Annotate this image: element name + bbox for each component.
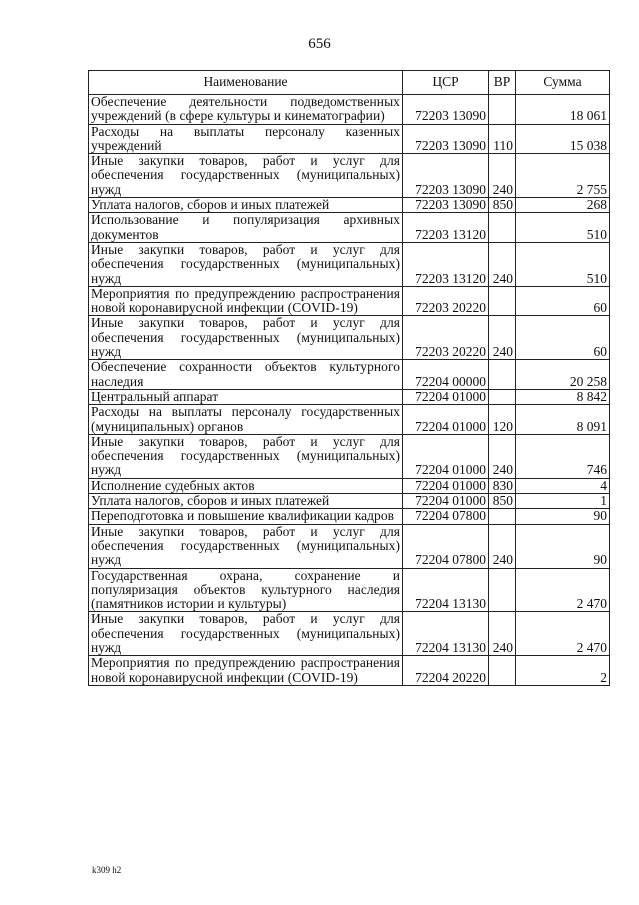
table-row [89, 656, 610, 686]
cell-vr [489, 95, 516, 125]
cell-vr [489, 286, 516, 316]
cell-vr: 240 [489, 316, 516, 360]
cell-csr: 72203 13090 [403, 95, 489, 125]
cell-sum: 510 [516, 213, 610, 243]
cell-name: Центральный аппарат [89, 389, 403, 404]
cell-vr [489, 389, 516, 404]
budget-table [88, 70, 610, 686]
cell-csr: 72204 01000 [403, 494, 489, 509]
cell-sum: 2 470 [516, 568, 610, 612]
cell-sum: 268 [516, 198, 610, 213]
cell-vr: 850 [489, 494, 516, 509]
header-name: Наименование [89, 71, 403, 95]
cell-csr: 72204 20220 [403, 656, 489, 686]
cell-name: Исполнение судебных актов [89, 478, 403, 493]
cell-sum: 15 038 [516, 124, 610, 154]
cell-csr: 72203 13120 [403, 213, 489, 243]
cell-sum: 2 470 [516, 612, 610, 656]
cell-vr: 120 [489, 405, 516, 435]
table-row [89, 568, 610, 612]
cell-vr [489, 213, 516, 243]
cell-vr [489, 360, 516, 390]
cell-vr: 240 [489, 242, 516, 286]
cell-sum: 746 [516, 434, 610, 478]
cell-sum: 60 [516, 316, 610, 360]
table-row [89, 154, 610, 198]
cell-sum: 8 091 [516, 405, 610, 435]
cell-sum: 510 [516, 242, 610, 286]
footer-code: k309 h2 [92, 865, 122, 875]
cell-name: Уплата налогов, сборов и иных платежей [89, 494, 403, 509]
table-row [89, 213, 610, 243]
cell-csr: 72204 13130 [403, 612, 489, 656]
table-row [89, 612, 610, 656]
cell-name: Мероприятия по предупреждению распространения новой коронавирусной инфекции (COVID-19) [89, 656, 403, 686]
table-row [89, 434, 610, 478]
cell-name: Расходы на выплаты персоналу казенных учреждений [89, 124, 403, 154]
cell-csr: 72203 20220 [403, 316, 489, 360]
cell-vr: 240 [489, 154, 516, 198]
cell-name: Использование и популяризация архивных документов [89, 213, 403, 243]
table-row [89, 286, 610, 316]
cell-csr: 72204 01000 [403, 478, 489, 493]
cell-sum: 8 842 [516, 389, 610, 404]
header-csr: ЦСР [403, 71, 489, 95]
header-sum: Сумма [516, 71, 610, 95]
cell-name: Иные закупки товаров, работ и услуг для обеспечения государственных (муниципальных) нужд [89, 612, 403, 656]
cell-csr: 72203 13090 [403, 124, 489, 154]
cell-csr: 72204 01000 [403, 405, 489, 435]
cell-name: Иные закупки товаров, работ и услуг для обеспечения государственных (муниципальных) нужд [89, 316, 403, 360]
table-body [89, 95, 610, 686]
cell-name: Переподготовка и повышение квалификации кадров [89, 509, 403, 524]
cell-name: Иные закупки товаров, работ и услуг для обеспечения государственных (муниципальных) нужд [89, 524, 403, 568]
table-row [89, 478, 610, 493]
table-row [89, 124, 610, 154]
table-row [89, 242, 610, 286]
cell-sum: 2 [516, 656, 610, 686]
table-row [89, 316, 610, 360]
cell-csr: 72203 13090 [403, 154, 489, 198]
table-row [89, 360, 610, 390]
table-row [89, 198, 610, 213]
cell-name: Иные закупки товаров, работ и услуг для обеспечения государственных (муниципальных) нужд [89, 154, 403, 198]
cell-csr: 72203 13120 [403, 242, 489, 286]
cell-name: Обеспечение деятельности подведомственных учреждений (в сфере культуры и кинематографии) [89, 95, 403, 125]
cell-csr: 72204 07800 [403, 509, 489, 524]
page-number: 656 [308, 36, 331, 52]
cell-sum: 20 258 [516, 360, 610, 390]
cell-name: Иные закупки товаров, работ и услуг для обеспечения государственных (муниципальных) нужд [89, 434, 403, 478]
table-row [89, 494, 610, 509]
cell-sum: 90 [516, 524, 610, 568]
cell-vr: 240 [489, 434, 516, 478]
table-header-row [89, 71, 610, 95]
cell-vr: 240 [489, 612, 516, 656]
cell-vr [489, 509, 516, 524]
cell-name: Государственная охрана, сохранение и популяризация объектов культурного наследия (памятников истории и культуры) [89, 568, 403, 612]
table-row [89, 524, 610, 568]
cell-csr: 72203 20220 [403, 286, 489, 316]
cell-csr: 72203 13090 [403, 198, 489, 213]
cell-name: Уплата налогов, сборов и иных платежей [89, 198, 403, 213]
cell-sum: 60 [516, 286, 610, 316]
table-row [89, 95, 610, 125]
header-vr: ВР [489, 71, 516, 95]
table-row [89, 405, 610, 435]
cell-sum: 4 [516, 478, 610, 493]
cell-csr: 72204 01000 [403, 389, 489, 404]
cell-vr: 850 [489, 198, 516, 213]
cell-name: Иные закупки товаров, работ и услуг для обеспечения государственных (муниципальных) нужд [89, 242, 403, 286]
cell-vr [489, 568, 516, 612]
cell-csr: 72204 01000 [403, 434, 489, 478]
cell-vr: 240 [489, 524, 516, 568]
cell-sum: 2 755 [516, 154, 610, 198]
cell-csr: 72204 00000 [403, 360, 489, 390]
cell-sum: 90 [516, 509, 610, 524]
cell-name: Расходы на выплаты персоналу государственных (муниципальных) органов [89, 405, 403, 435]
table-row [89, 509, 610, 524]
cell-csr: 72204 13130 [403, 568, 489, 612]
cell-vr: 830 [489, 478, 516, 493]
cell-name: Обеспечение сохранности объектов культурного наследия [89, 360, 403, 390]
table-row [89, 389, 610, 404]
cell-sum: 18 061 [516, 95, 610, 125]
cell-sum: 1 [516, 494, 610, 509]
cell-vr [489, 656, 516, 686]
cell-vr: 110 [489, 124, 516, 154]
cell-name: Мероприятия по предупреждению распространения новой коронавирусной инфекции (COVID-19) [89, 286, 403, 316]
cell-csr: 72204 07800 [403, 524, 489, 568]
